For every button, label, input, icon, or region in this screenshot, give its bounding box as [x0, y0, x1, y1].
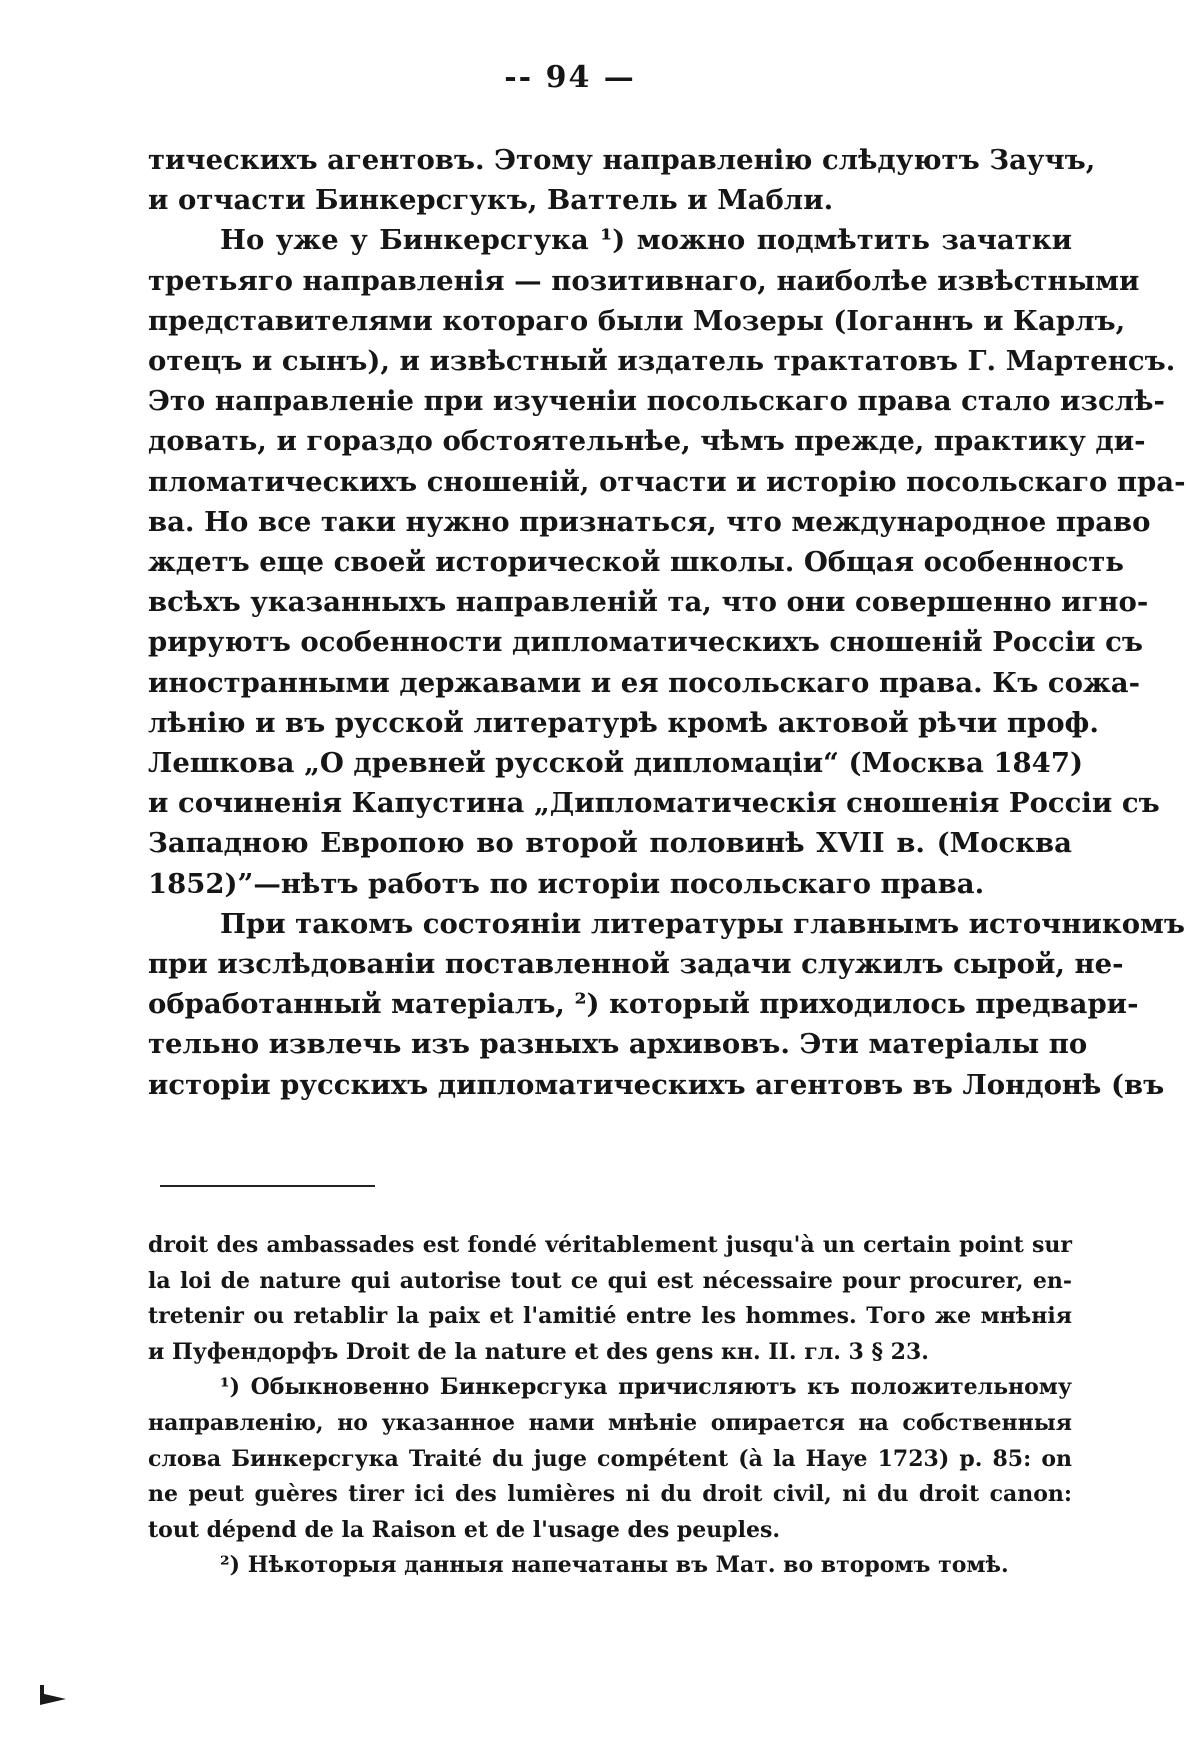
footnote-line: ne peut guères tirer ici des lumières ni du droit civil, ni du droit canon: — [148, 1481, 1072, 1508]
text-line: всѣхъ указанныхъ направленій та, что они совершенно игно- — [148, 586, 1149, 619]
text-line: тельно извлечь изъ разныхъ архивовъ. Эти матеріалы по — [148, 1028, 1088, 1061]
text-line: довать, и гораздо обстоятельнѣе, чѣмъ прежде, практику ди- — [148, 425, 1146, 458]
footnote-divider — [160, 1185, 375, 1187]
text-line: исторіи русскихъ дипломатическихъ агентовъ въ Лондонѣ (въ — [148, 1068, 1165, 1101]
footnote-line: ²) Нѣкоторыя данныя напечатаны въ Мат. во второмъ томѣ. — [220, 1552, 1009, 1579]
text-line: Но уже у Бинкерсгука ¹) можно подмѣтить зачатки — [220, 224, 1072, 257]
text-line: и отчасти Бинкерсгукъ, Ваттель и Мабли. — [148, 184, 834, 217]
text-line: Лешкова „О древней русской дипломаціи“ (Москва 1847) — [148, 747, 1083, 780]
text-line: ва. Но все таки нужно признаться, что международное право — [148, 505, 1151, 538]
text-line: тическихъ агентовъ. Этому направленію слѣдуютъ Заучъ, — [148, 144, 1096, 176]
text-line: При такомъ состояніи литературы главнымъ источникомъ — [220, 907, 1186, 940]
footnote-line: слова Бинкерсгука Traité du juge compétent (à la Haye 1723) p. 85: on — [148, 1445, 1072, 1472]
footnote-line: tout dépend de la Raison et de l'usage des peuples. — [148, 1516, 781, 1543]
corner-mark-icon — [40, 1693, 66, 1705]
text-line: пломатическихъ сношеній, отчасти и исторію посольскаго пра- — [148, 465, 1186, 498]
text-line: лѣнію и въ русской литературѣ кромѣ актовой рѣчи проф. — [148, 706, 1099, 739]
page-number: -- 94 — — [504, 60, 636, 95]
text-line: иностранными державами и ея посольскаго права. Къ сожа- — [148, 666, 1140, 699]
text-line: третьяго направленія — позитивнаго, наиболѣе извѣстными — [148, 264, 1140, 297]
text-line: при изслѣдованіи поставленной задачи служилъ сырой, не- — [148, 948, 1124, 981]
footnote-line: tretenir ou retablir la paix et l'amitié entre les hommes. Того же мнѣнія — [148, 1303, 1072, 1330]
text-line: 1852)”—нѣтъ работъ по исторіи посольскаго права. — [148, 867, 985, 900]
footnote-line: la loi de nature qui autorise tout ce qui est nécessaire pour procurer, en- — [148, 1267, 1072, 1294]
text-line: отецъ и сынъ), и извѣстный издатель трактатовъ Г. Мартенсъ. — [148, 345, 1176, 378]
main-text — [148, 140, 1186, 1105]
footnotes — [148, 1228, 1072, 1584]
text-line: рируютъ особенности дипломатическихъ сношеній Россіи съ — [148, 626, 1143, 659]
text-line: Это направленіе при изученіи посольскаго права стало изслѣ- — [148, 385, 1165, 418]
text-line: ждетъ еще своей исторической школы. Общая особенность — [148, 546, 1124, 579]
text-line: представителями котораго были Мозеры (Іоганнъ и Карлъ, — [148, 304, 1126, 337]
text-line: и сочиненія Капустина „Дипломатическія сношенія Россіи съ — [148, 787, 1160, 820]
text-line: обработанный матеріалъ, ²) который приходилось предвари- — [148, 988, 1139, 1021]
footnote-line: droit des ambassades est fondé véritablement jusqu'à un certain point sur — [148, 1232, 1072, 1258]
text-line: Западною Европою во второй половинѣ XVII в. (Москва — [148, 827, 1072, 860]
footnote-line: направленію, но указанное нами мнѣніе опирается на собственныя — [148, 1409, 1072, 1436]
footnote-line: и Пуфендорфъ Droit de la nature et des gens кн. II. гл. 3 § 23. — [148, 1338, 929, 1365]
footnote-line: ¹) Обыкновенно Бинкерсгука причисляютъ къ положительному — [220, 1374, 1072, 1401]
